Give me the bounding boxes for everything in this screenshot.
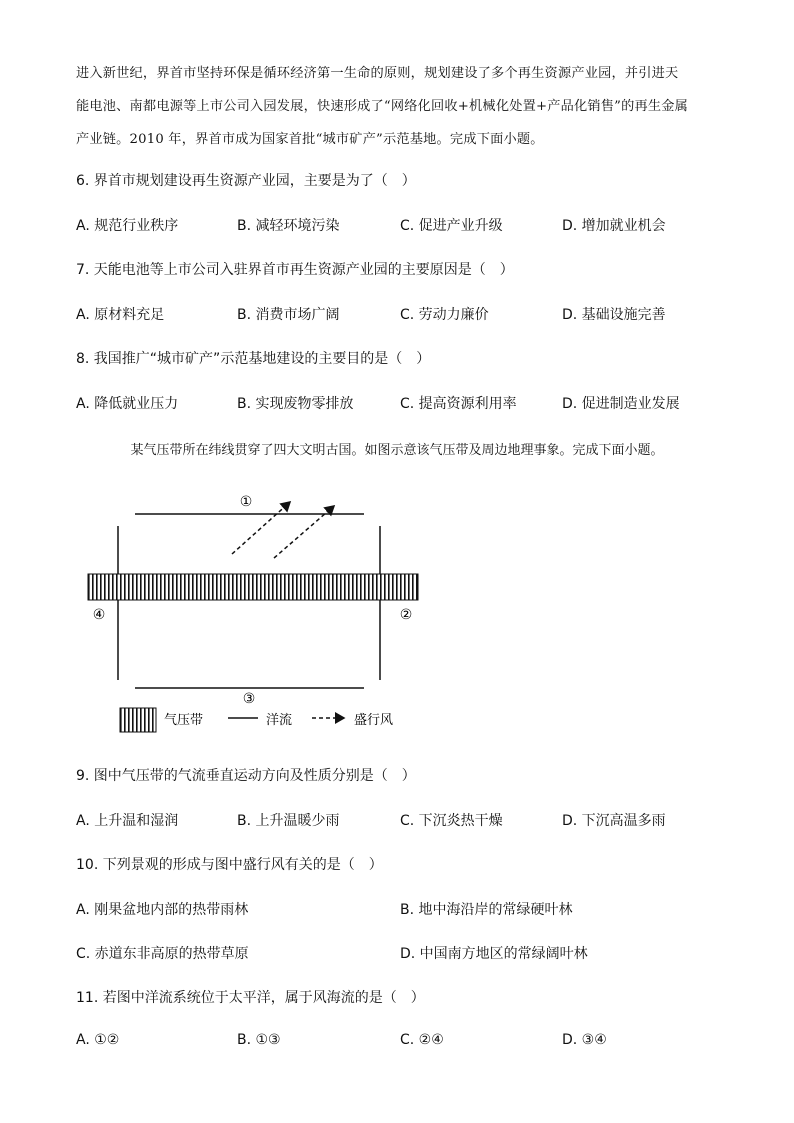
option-d[interactable]: D. 中国南方地区的常绿阔叶林 <box>400 946 588 962</box>
option-b[interactable]: B. ①③ <box>237 1032 281 1048</box>
option-a[interactable]: A. 原材料充足 <box>76 307 165 323</box>
passage-line: 能电池、南都电源等上市公司入园发展，快速形成了“网络化回收+机械化处置+产品化销售”的再生金属 <box>76 99 689 114</box>
question-6-options <box>76 215 736 235</box>
option-b[interactable]: B. 减轻环境污染 <box>237 218 340 234</box>
option-a[interactable]: A. 规范行业秩序 <box>76 218 179 234</box>
option-b[interactable]: B. 消费市场广阔 <box>237 307 340 323</box>
option-b[interactable]: B. 地中海沿岸的常绿硬叶林 <box>400 902 573 918</box>
pressure-belt-diagram <box>0 480 794 740</box>
option-b[interactable]: B. 实现废物零排放 <box>237 396 354 412</box>
option-c[interactable]: C. ②④ <box>400 1032 444 1048</box>
question-10-stem: 10. 下列景观的形成与图中盛行风有关的是（ ） <box>76 857 383 873</box>
question-8-options <box>76 393 736 413</box>
question-11-stem: 11. 若图中洋流系统位于太平洋，属于风海流的是（ ） <box>76 990 425 1006</box>
legend-pressure-swatch <box>120 708 156 732</box>
label-two: ② <box>399 607 413 623</box>
option-d[interactable]: D. 基础设施完善 <box>562 307 666 323</box>
option-c[interactable]: C. 赤道东非高原的热带草原 <box>76 946 249 962</box>
legend-wind-label: 盛行风 <box>354 713 394 728</box>
label-three: ③ <box>242 691 256 707</box>
legend-pressure-label: 气压带 <box>164 713 204 728</box>
option-d[interactable]: D. 增加就业机会 <box>562 218 666 234</box>
option-c[interactable]: C. 下沉炎热干燥 <box>400 813 503 829</box>
label-four: ④ <box>92 607 106 623</box>
option-a[interactable]: A. 上升温和湿润 <box>76 813 179 829</box>
option-a[interactable]: A. 刚果盆地内部的热带雨林 <box>76 902 249 918</box>
question-11-options <box>76 1032 736 1052</box>
question-7-stem: 7. 天能电池等上市公司入驻界首市再生资源产业园的主要原因是（ ） <box>76 262 514 278</box>
question-9-stem: 9. 图中气压带的气流垂直运动方向及性质分别是（ ） <box>76 768 416 784</box>
passage-line: 产业链。2010 年，界首市成为国家首批“城市矿产”示范基地。完成下面小题。 <box>76 132 544 147</box>
option-c[interactable]: C. 促进产业升级 <box>400 218 503 234</box>
option-a[interactable]: A. ①② <box>76 1032 120 1048</box>
option-b[interactable]: B. 上升温暖少雨 <box>237 813 340 829</box>
option-d[interactable]: D. 促进制造业发展 <box>562 396 680 412</box>
question-9-options <box>76 810 736 830</box>
legend-current-label: 洋流 <box>266 713 293 728</box>
question-8-stem: 8. 我国推广“城市矿产”示范基地建设的主要目的是（ ） <box>76 351 431 367</box>
option-d[interactable]: D. 下沉高温多雨 <box>562 813 666 829</box>
passage-line: 进入新世纪，界首市坚持环保是循环经济第一生命的原则，规划建设了多个再生资源产业园，并引进天 <box>76 66 679 81</box>
passage-intro-1 <box>76 57 718 156</box>
option-c[interactable]: C. 提高资源利用率 <box>400 396 517 412</box>
pressure-belt <box>88 574 418 600</box>
option-a[interactable]: A. 降低就业压力 <box>76 396 179 412</box>
question-6-stem: 6. 界首市规划建设再生资源产业园，主要是为了（ ） <box>76 173 416 189</box>
option-c[interactable]: C. 劳动力廉价 <box>400 307 489 323</box>
label-one: ① <box>239 494 253 510</box>
passage-intro-2: 某气压带所在纬线贯穿了四大文明古国。如图示意该气压带及周边地理事象。完成下面小题。 <box>130 443 664 458</box>
option-d[interactable]: D. ③④ <box>562 1032 607 1048</box>
question-7-options <box>76 304 736 324</box>
question-10-options-row1 <box>76 899 736 919</box>
question-10-options-row2 <box>76 943 736 963</box>
